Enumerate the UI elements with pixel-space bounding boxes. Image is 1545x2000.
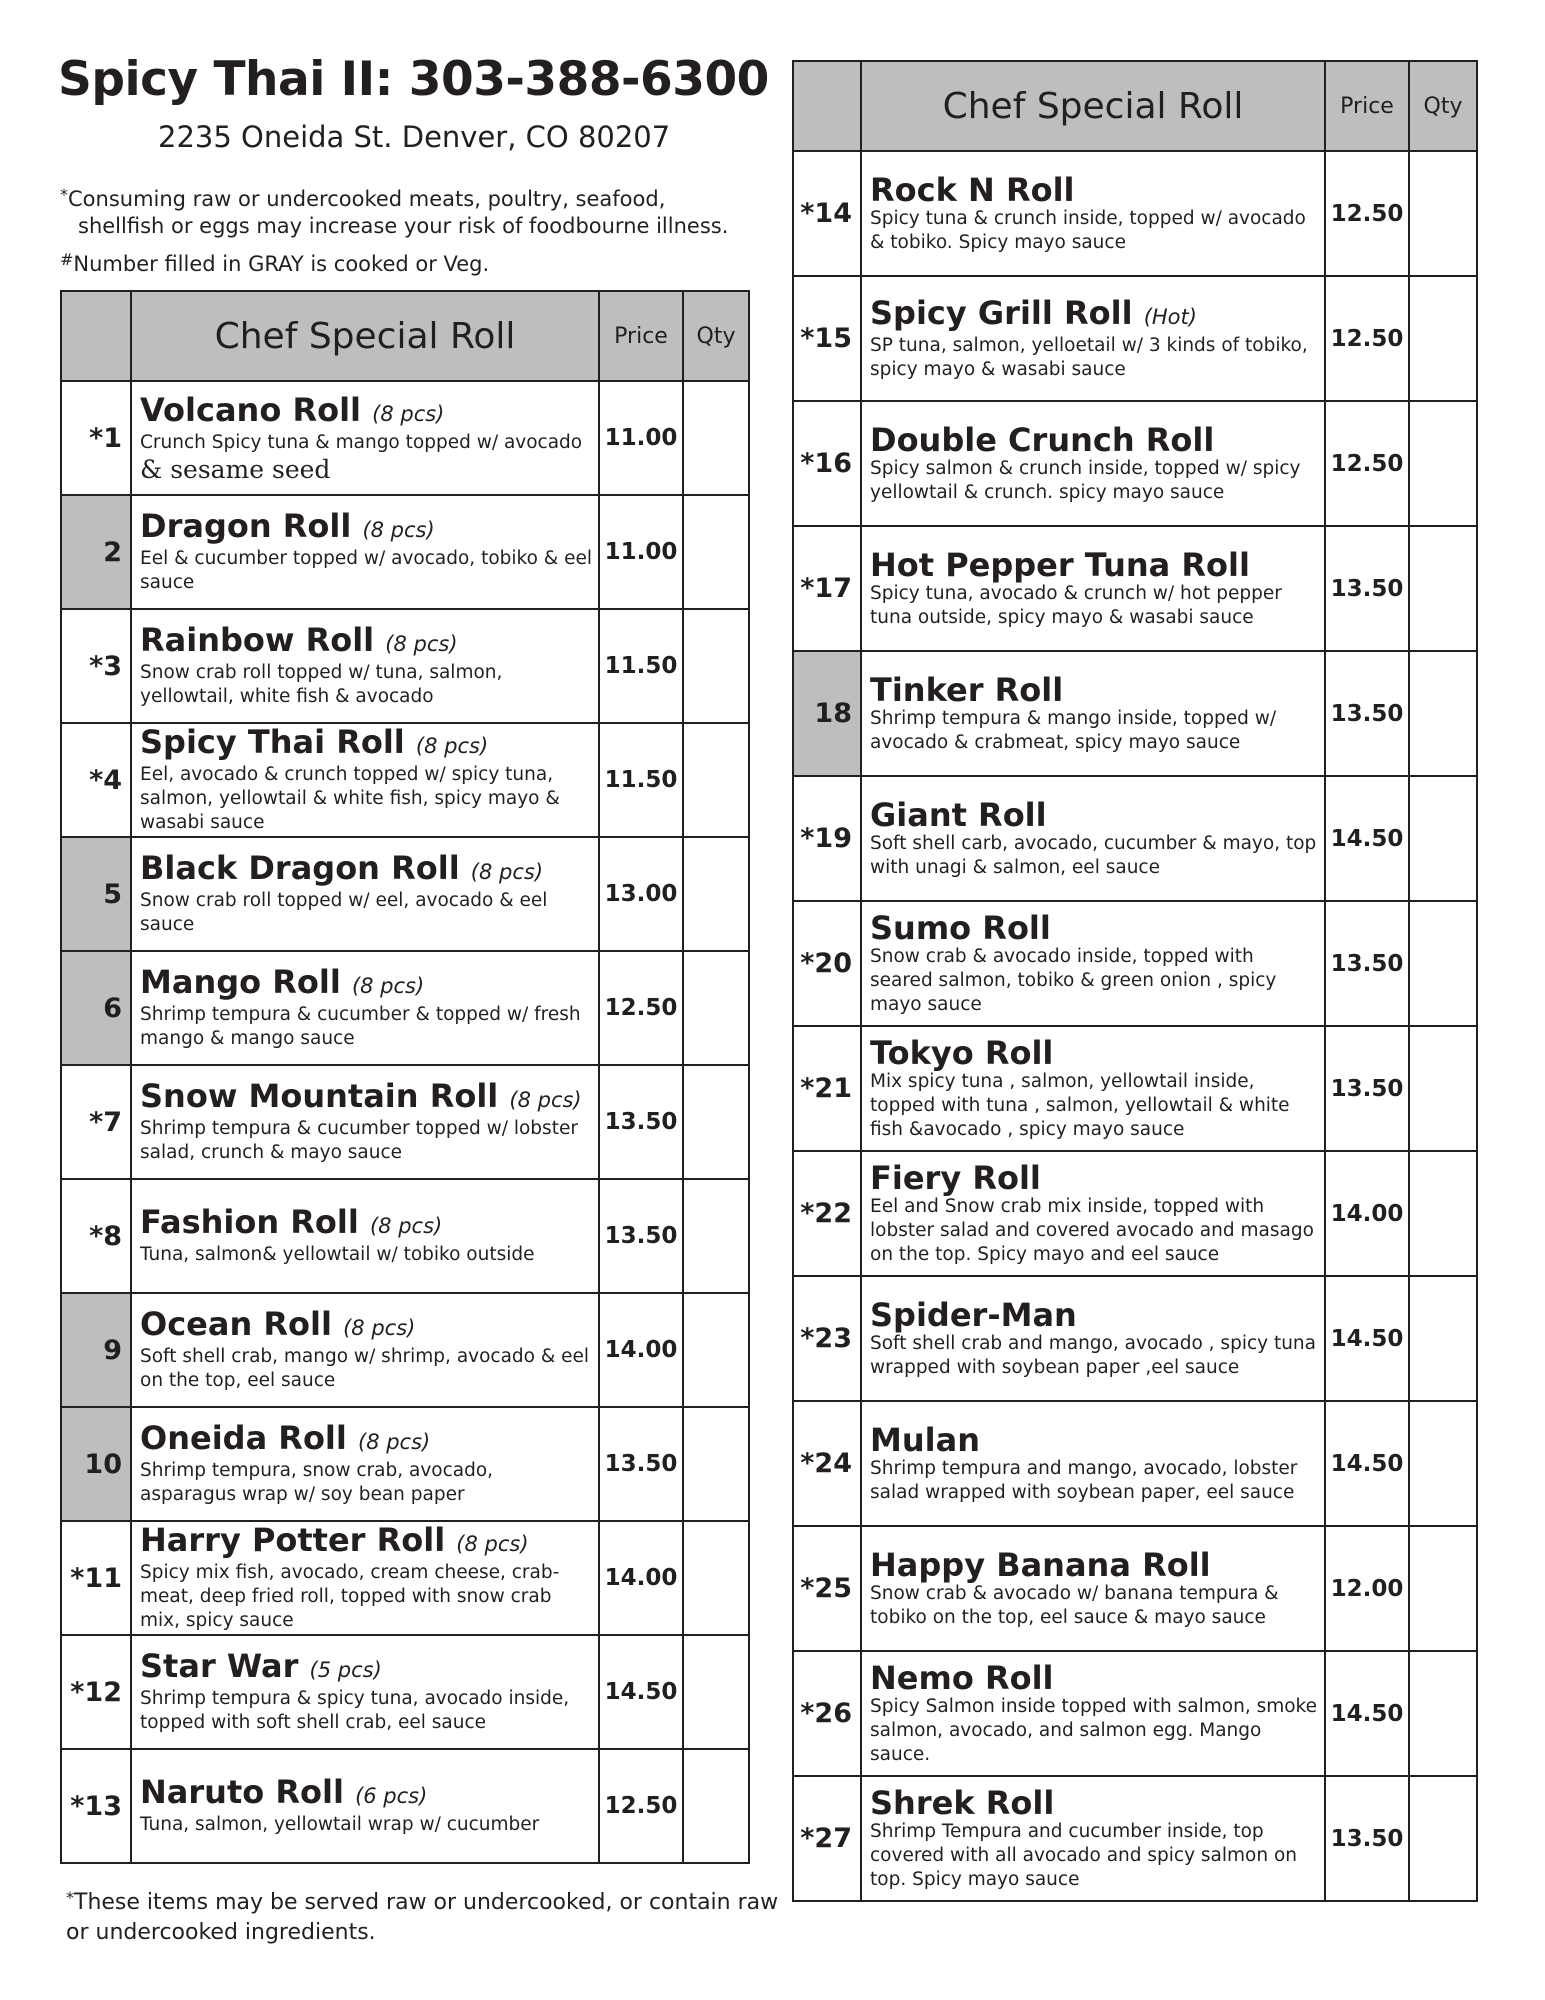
- header-price: Price: [599, 291, 683, 381]
- item-pieces: (8 pcs): [509, 1088, 582, 1112]
- item-price: 14.50: [1325, 1401, 1409, 1526]
- item-description-extra: & sesame seed: [140, 454, 331, 484]
- qty-cell[interactable]: [1409, 1151, 1477, 1276]
- qty-cell[interactable]: [1409, 776, 1477, 901]
- qty-cell[interactable]: [683, 951, 749, 1065]
- gray-note-text: Number filled in GRAY is cooked or Veg.: [73, 252, 490, 276]
- item-description: Spicy Salmon inside topped with salmon, smoke salmon, avocado, and salmon egg. Mango sauce.: [870, 1695, 1317, 1765]
- qty-cell[interactable]: [1409, 1651, 1477, 1776]
- menu-item-row: [793, 151, 1477, 276]
- item-price: 13.50: [1325, 901, 1409, 1026]
- item-name: Star War (5 pcs): [140, 1647, 382, 1685]
- hash-symbol: #: [60, 250, 74, 269]
- item-description: Snow crab & avocado w/ banana tempura & tobiko on the top, eel sauce & mayo sauce: [870, 1582, 1279, 1628]
- item-description: Eel and Snow crab mix inside, topped with lobster salad and covered avocado and masago on the top. Spicy mayo and eel sauce: [870, 1195, 1314, 1265]
- item-number: *13: [61, 1749, 131, 1863]
- item-price: 12.50: [599, 1749, 683, 1863]
- item-name: Tokyo Roll: [870, 1033, 1054, 1072]
- item-number: *3: [61, 609, 131, 723]
- item-details: [861, 1026, 1325, 1151]
- item-number: *1: [61, 381, 131, 495]
- item-price: 13.50: [599, 1179, 683, 1293]
- item-description: Soft shell crab, mango w/ shrimp, avocado & eel on the top, eel sauce: [140, 1346, 590, 1391]
- item-number: 2: [61, 495, 131, 609]
- header-price: Price: [1325, 61, 1409, 151]
- item-pieces: (6 pcs): [355, 1784, 428, 1808]
- menu-item-row: [61, 1293, 749, 1407]
- item-pieces: (8 pcs): [470, 860, 544, 884]
- item-number: *26: [793, 1651, 861, 1776]
- item-price: 14.00: [599, 1521, 683, 1635]
- item-name: Snow Mountain Roll (8 pcs): [140, 1077, 582, 1115]
- raw-warning-line2: shellfish or eggs may increase your risk of foodbourne illness.: [78, 214, 729, 238]
- item-pieces: (8 pcs): [369, 1214, 443, 1238]
- qty-cell[interactable]: [683, 1749, 749, 1863]
- item-pieces: (5 pcs): [309, 1658, 382, 1682]
- menu-item-row: [61, 609, 749, 723]
- item-name: Dragon Roll (8 pcs): [140, 507, 435, 545]
- item-details: [131, 495, 599, 609]
- item-name: Naruto Roll (6 pcs): [140, 1773, 428, 1811]
- item-pieces: (8 pcs): [343, 1316, 416, 1340]
- menu-item-row: [61, 1065, 749, 1179]
- qty-cell[interactable]: [1409, 1526, 1477, 1651]
- item-number: *19: [793, 776, 861, 901]
- item-details: [861, 526, 1325, 651]
- item-name: Giant Roll: [870, 795, 1047, 834]
- item-price: 13.50: [1325, 526, 1409, 651]
- menu-item-row: [61, 1635, 749, 1749]
- qty-cell[interactable]: [683, 1521, 749, 1635]
- item-name: Happy Banana Roll: [870, 1545, 1211, 1584]
- item-price: 13.50: [599, 1065, 683, 1179]
- item-name: Spicy Thai Roll (8 pcs): [140, 723, 489, 761]
- qty-cell[interactable]: [1409, 276, 1477, 401]
- menu-item-row: [61, 381, 749, 495]
- item-name: Spider-Man: [870, 1295, 1077, 1334]
- qty-cell[interactable]: [1409, 651, 1477, 776]
- header-qty: Qty: [1409, 61, 1477, 151]
- item-description: Snow crab roll topped w/ eel, avocado & eel sauce: [140, 890, 548, 935]
- item-details: [861, 401, 1325, 526]
- qty-cell[interactable]: [1409, 1776, 1477, 1901]
- item-number: *22: [793, 1151, 861, 1276]
- item-details: [131, 1407, 599, 1521]
- item-details: [861, 151, 1325, 276]
- item-number: 10: [61, 1407, 131, 1521]
- item-price: 13.50: [1325, 1026, 1409, 1151]
- qty-cell[interactable]: [683, 609, 749, 723]
- qty-cell[interactable]: [683, 1635, 749, 1749]
- header-blank-cell: [793, 61, 861, 151]
- raw-food-warning: [60, 181, 760, 240]
- item-description: Spicy salmon & crunch inside, topped w/ spicy yellowtail & crunch. spicy mayo sauce: [870, 457, 1301, 503]
- qty-cell[interactable]: [683, 1179, 749, 1293]
- item-number: 9: [61, 1293, 131, 1407]
- item-details: [131, 723, 599, 837]
- qty-cell[interactable]: [683, 381, 749, 495]
- item-number: *8: [61, 1179, 131, 1293]
- qty-cell[interactable]: [683, 1407, 749, 1521]
- item-details: [861, 1776, 1325, 1901]
- item-description: Shrimp tempura & cucumber topped w/ lobster salad, crunch & mayo sauce: [140, 1118, 578, 1163]
- menu-item-row: [793, 901, 1477, 1026]
- restaurant-address: 2235 Oneida St. Denver, CO 80207: [158, 120, 671, 154]
- item-details: [131, 1635, 599, 1749]
- item-price: 13.00: [599, 837, 683, 951]
- item-number: *4: [61, 723, 131, 837]
- menu-item-row: [793, 1151, 1477, 1276]
- item-pieces: (Hot): [1143, 304, 1197, 329]
- menu-item-row: [61, 951, 749, 1065]
- chef-special-roll-table-left: [60, 290, 750, 1864]
- item-description: Shrimp tempura, snow crab, avocado, asparagus wrap w/ soy bean paper: [140, 1460, 494, 1505]
- item-price: 14.50: [1325, 776, 1409, 901]
- item-name: Fashion Roll (8 pcs): [140, 1203, 443, 1241]
- item-name: Sumo Roll: [870, 908, 1051, 947]
- item-description: Eel & cucumber topped w/ avocado, tobiko & eel sauce: [140, 548, 592, 593]
- item-description: Soft shell carb, avocado, cucumber & mayo, top with unagi & salmon, eel sauce: [870, 832, 1317, 878]
- table-header-row: [61, 291, 749, 381]
- qty-cell[interactable]: [683, 1065, 749, 1179]
- header-qty: Qty: [683, 291, 749, 381]
- item-price: 12.50: [599, 951, 683, 1065]
- item-details: [861, 776, 1325, 901]
- item-number: *20: [793, 901, 861, 1026]
- item-pieces: (8 pcs): [385, 632, 458, 656]
- item-details: [131, 381, 599, 495]
- item-number: *21: [793, 1026, 861, 1151]
- item-price: 14.00: [1325, 1151, 1409, 1276]
- item-number: *23: [793, 1276, 861, 1401]
- item-details: [861, 901, 1325, 1026]
- item-number: *27: [793, 1776, 861, 1901]
- qty-cell[interactable]: [1409, 1401, 1477, 1526]
- menu-item-row: [61, 1179, 749, 1293]
- item-price: 14.50: [1325, 1276, 1409, 1401]
- menu-item-row: [793, 276, 1477, 401]
- item-description: Shrimp tempura & mango inside, topped w/ avocado & crabmeat, spicy mayo sauce: [870, 707, 1277, 753]
- item-description: Shrimp tempura & cucumber & topped w/ fresh mango & mango sauce: [140, 1004, 581, 1049]
- item-price: 11.00: [599, 495, 683, 609]
- item-pieces: (8 pcs): [415, 734, 489, 758]
- item-description: Soft shell crab and mango, avocado , spicy tuna wrapped with soybean paper ,eel sauce: [870, 1332, 1316, 1378]
- item-price: 12.50: [1325, 401, 1409, 526]
- menu-item-row: [793, 1651, 1477, 1776]
- item-details: [131, 609, 599, 723]
- item-price: 11.50: [599, 609, 683, 723]
- item-name: Hot Pepper Tuna Roll: [870, 545, 1250, 584]
- menu-item-row: [793, 776, 1477, 901]
- item-details: [131, 1179, 599, 1293]
- item-number: *16: [793, 401, 861, 526]
- item-details: [131, 951, 599, 1065]
- item-name: Black Dragon Roll (8 pcs): [140, 849, 544, 887]
- qty-cell[interactable]: [1409, 526, 1477, 651]
- item-name: Ocean Roll (8 pcs): [140, 1305, 416, 1343]
- item-description: Mix spicy tuna , salmon, yellowtail inside, topped with tuna , salmon, yellowtail & white fish &avocado , spicy mayo sauce: [870, 1070, 1290, 1140]
- menu-item-row: [793, 1401, 1477, 1526]
- menu-item-row: [61, 1749, 749, 1863]
- item-details: [131, 1749, 599, 1863]
- header-blank-cell: [61, 291, 131, 381]
- item-name: Mango Roll (8 pcs): [140, 963, 425, 1001]
- menu-item-row: [61, 723, 749, 837]
- item-price: 12.50: [1325, 151, 1409, 276]
- item-description: Tuna, salmon& yellowtail w/ tobiko outside: [140, 1244, 535, 1265]
- item-details: [131, 1065, 599, 1179]
- qty-cell[interactable]: [1409, 151, 1477, 276]
- item-name: Mulan: [870, 1420, 980, 1459]
- item-price: 13.50: [1325, 1776, 1409, 1901]
- item-number: 6: [61, 951, 131, 1065]
- item-name: Rock N Roll: [870, 170, 1075, 209]
- item-number: *15: [793, 276, 861, 401]
- item-name: Double Crunch Roll: [870, 420, 1215, 459]
- item-name: Nemo Roll: [870, 1658, 1054, 1697]
- item-price: 14.50: [599, 1635, 683, 1749]
- item-name: Oneida Roll (8 pcs): [140, 1419, 431, 1457]
- menu-item-row: [793, 1276, 1477, 1401]
- item-details: [131, 1293, 599, 1407]
- item-description: Tuna, salmon, yellowtail wrap w/ cucumber: [140, 1814, 540, 1835]
- header-title: Chef Special Roll: [131, 291, 599, 381]
- item-pieces: (8 pcs): [351, 974, 425, 998]
- qty-cell[interactable]: [1409, 401, 1477, 526]
- item-name: Fiery Roll: [870, 1158, 1041, 1197]
- item-price: 12.50: [1325, 276, 1409, 401]
- menu-item-row: [61, 1407, 749, 1521]
- item-description: Shrimp Tempura and cucumber inside, top covered with all avocado and spicy salmon on top. Spicy mayo sauce: [870, 1820, 1298, 1890]
- item-description: Spicy tuna & crunch inside, topped w/ avocado & tobiko. Spicy mayo sauce: [870, 207, 1306, 253]
- item-number: *17: [793, 526, 861, 651]
- item-number: 18: [793, 651, 861, 776]
- item-price: 13.50: [1325, 651, 1409, 776]
- menu-item-row: [61, 837, 749, 951]
- item-description: Crunch Spicy tuna & mango topped w/ avocado: [140, 431, 583, 453]
- item-number: *25: [793, 1526, 861, 1651]
- item-description: Snow crab roll topped w/ tuna, salmon, yellowtail, white fish & avocado: [140, 662, 503, 707]
- menu-item-row: [61, 1521, 749, 1635]
- item-pieces: (8 pcs): [362, 518, 435, 542]
- item-price: 14.50: [1325, 1651, 1409, 1776]
- asterisk-symbol: *: [66, 1888, 74, 1907]
- item-description: Snow crab & avocado inside, topped with seared salmon, tobiko & green onion , spicy mayo sauce: [870, 945, 1277, 1015]
- item-name: Shrek Roll: [870, 1783, 1055, 1822]
- item-details: [131, 1521, 599, 1635]
- qty-cell[interactable]: [1409, 1276, 1477, 1401]
- item-name: Tinker Roll: [870, 670, 1064, 709]
- item-pieces: (8 pcs): [358, 1430, 431, 1454]
- item-number: 5: [61, 837, 131, 951]
- asterisk-symbol: *: [60, 185, 68, 204]
- menu-item-row: [793, 651, 1477, 776]
- item-price: 12.00: [1325, 1526, 1409, 1651]
- menu-item-row: [793, 1776, 1477, 1901]
- item-price: 11.00: [599, 381, 683, 495]
- item-details: [861, 1651, 1325, 1776]
- qty-cell[interactable]: [1409, 901, 1477, 1026]
- item-description: SP tuna, salmon, yelloetail w/ 3 kinds of tobiko, spicy mayo & wasabi sauce: [870, 334, 1308, 380]
- item-price: 13.50: [599, 1407, 683, 1521]
- chef-special-roll-table-right: [792, 60, 1478, 1902]
- item-number: *14: [793, 151, 861, 276]
- item-details: [861, 276, 1325, 401]
- menu-item-row: [61, 495, 749, 609]
- item-details: [861, 1276, 1325, 1401]
- item-details: [861, 651, 1325, 776]
- footer-note-text: These items may be served raw or undercooked, or contain raw or undercooked ingredients.: [66, 1890, 779, 1945]
- item-name: Volcano Roll (8 pcs): [140, 390, 445, 429]
- table-header-row: [793, 61, 1477, 151]
- item-description: Eel, avocado & crunch topped w/ spicy tuna, salmon, yellowtail & white fish, spicy mayo & wasabi sauce: [140, 764, 560, 833]
- qty-cell[interactable]: [683, 723, 749, 837]
- gray-number-note: [60, 250, 489, 276]
- raw-warning-line1: Consuming raw or undercooked meats, poultry, seafood,: [68, 187, 666, 211]
- item-details: [861, 1151, 1325, 1276]
- item-description: Spicy mix fish, avocado, cream cheese, crab-meat, deep fried roll, topped with snow crab mix, spicy sauce: [140, 1562, 560, 1631]
- item-details: [861, 1526, 1325, 1651]
- qty-cell[interactable]: [683, 495, 749, 609]
- item-number: *11: [61, 1521, 131, 1635]
- qty-cell[interactable]: [683, 837, 749, 951]
- item-price: 11.50: [599, 723, 683, 837]
- item-name: Spicy Grill Roll (Hot): [870, 293, 1197, 332]
- menu-item-row: [793, 401, 1477, 526]
- item-details: [861, 1401, 1325, 1526]
- item-number: *12: [61, 1635, 131, 1749]
- menu-item-row: [793, 1526, 1477, 1651]
- item-name: Rainbow Roll (8 pcs): [140, 621, 458, 659]
- header-title: Chef Special Roll: [861, 61, 1325, 151]
- item-price: 14.00: [599, 1293, 683, 1407]
- item-details: [131, 837, 599, 951]
- item-number: *7: [61, 1065, 131, 1179]
- menu-item-row: [793, 1026, 1477, 1151]
- qty-cell[interactable]: [1409, 1026, 1477, 1151]
- menu-item-row: [793, 526, 1477, 651]
- item-description: Shrimp tempura & spicy tuna, avocado inside, topped with soft shell crab, eel sauce: [140, 1688, 570, 1733]
- item-name: Harry Potter Roll (8 pcs): [140, 1521, 529, 1559]
- footer-note: [66, 1883, 786, 1948]
- item-description: Spicy tuna, avocado & crunch w/ hot pepper tuna outside, spicy mayo & wasabi sauce: [870, 582, 1282, 628]
- item-pieces: (8 pcs): [372, 401, 445, 426]
- qty-cell[interactable]: [683, 1293, 749, 1407]
- item-number: *24: [793, 1401, 861, 1526]
- page-title: Spicy Thai II: 303-388-6300: [58, 52, 769, 107]
- item-pieces: (8 pcs): [456, 1532, 529, 1556]
- item-description: Shrimp tempura and mango, avocado, lobster salad wrapped with soybean paper, eel sauce: [870, 1457, 1298, 1503]
